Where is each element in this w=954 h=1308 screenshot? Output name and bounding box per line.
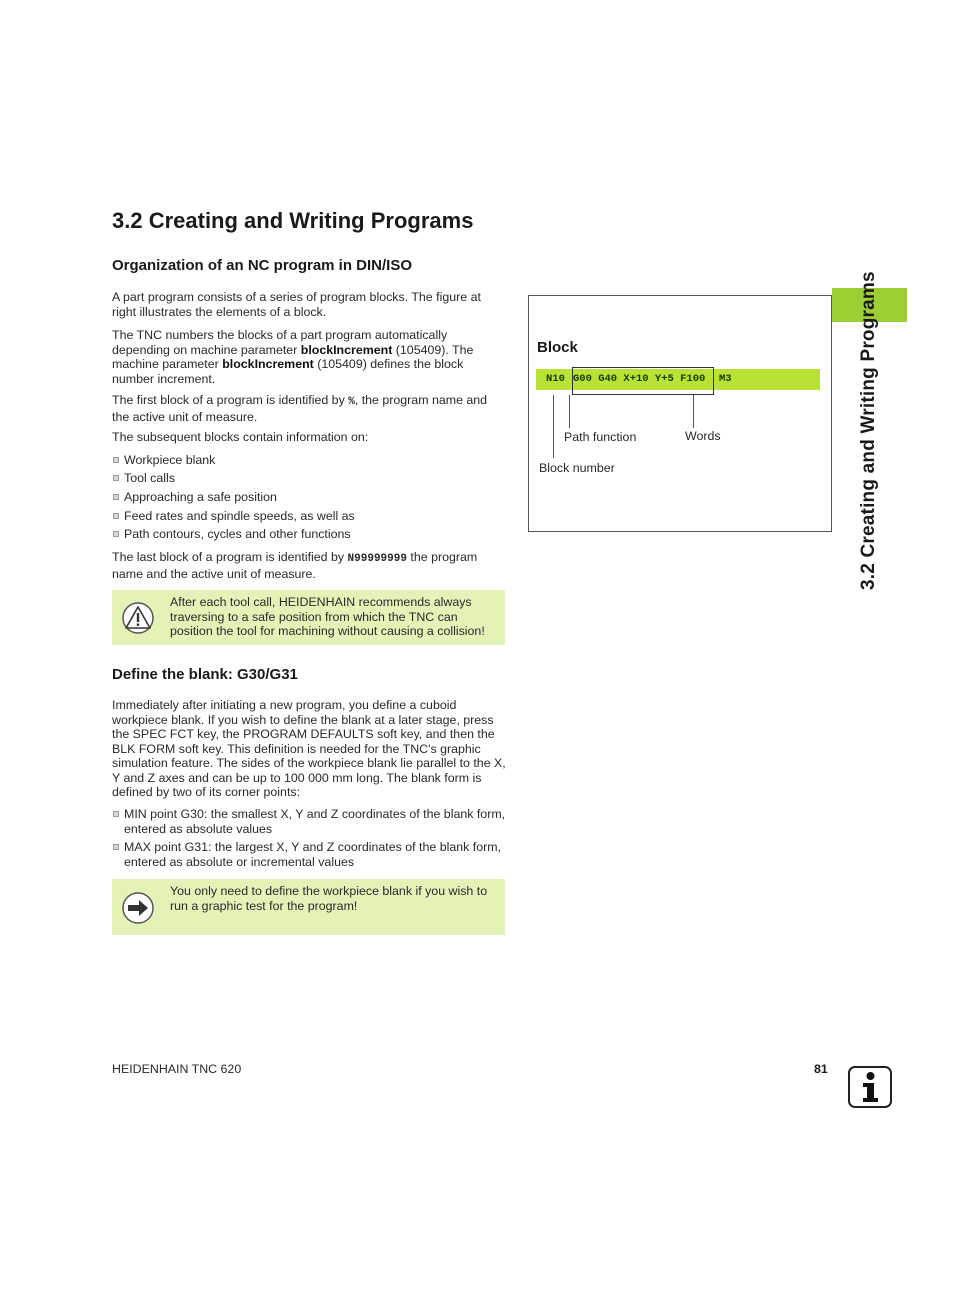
label-path-function: Path function (564, 430, 637, 444)
label-block-number: Block number (539, 461, 615, 475)
warning-note-text: After each tool call, HEIDENHAIN recommends always traversing to a safe position from which the TNC can position the tool for machining without causing a collision! (170, 595, 485, 638)
warning-triangle-icon (122, 602, 154, 634)
paragraph-block-numbering: The TNC numbers the blocks of a part program automatically depending on machine parameter blockIncrement (105409). The machine parameter blockIncrement (105409) defines the block number increment. (112, 328, 474, 386)
hint-note-text: You only need to define the workpiece blank if you wish to run a graphic test for the program! (170, 884, 488, 913)
paragraph-blank-definition: Immediately after initiating a new program, you define a cuboid workpiece blank. If you wish to define the blank at a later stage, press the SPEC FCT key, the PROGRAM DEFAULTS soft key, and then the BLK FORM soft key. This definition is needed for the TNC's graphic simulation feature. The sides of the workpiece blank lie parallel to the X, Y and Z axes and can be up to 100 000 mm long. The blank form is defined by two of its corner points: (112, 698, 506, 799)
list-item: Feed rates and spindle speeds, as well as (112, 509, 518, 524)
page-number: 81 (814, 1062, 828, 1076)
paragraph-last-block: The last block of a program is identified by N99999999 the program name and the active unit of measure. (112, 550, 478, 581)
words-code: G00 G40 X+10 Y+5 F100 (573, 373, 706, 385)
list-item: Path contours, cycles and other functions (112, 527, 518, 542)
chapter-side-title: 3.2 Creating and Writing Programs (858, 271, 879, 590)
list-item: Tool calls (112, 471, 518, 486)
list-item: MAX point G31: the largest X, Y and Z coordinates of the blank form, entered as absolute or incremental values (112, 840, 518, 869)
block-figure (528, 295, 832, 532)
misc-function-code: M3 (719, 373, 732, 385)
figure-title: Block (537, 339, 578, 356)
paragraph-subsequent: The subsequent blocks contain information on: (112, 430, 369, 444)
paragraph-intro: A part program consists of a series of program blocks. The figure at right illustrates the elements of a block. (112, 290, 481, 319)
list-item: Workpiece blank (112, 453, 518, 468)
list-item: MIN point G30: the smallest X, Y and Z coordinates of the blank form, entered as absolute values (112, 807, 518, 836)
figure-leader-lines (529, 296, 831, 531)
section-title-organization: Organization of an NC program in DIN/ISO (112, 257, 413, 274)
info-icon (848, 1066, 892, 1108)
arrow-right-icon (122, 892, 154, 924)
page-title: 3.2 Creating and Writing Programs (112, 208, 474, 233)
warning-note (112, 590, 505, 645)
paragraph-first-block: The first block of a program is identified by %, the program name and the active unit of measure. (112, 393, 488, 424)
section-title-define-blank: Define the blank: G30/G31 (112, 666, 298, 683)
block-number-code: N10 (546, 373, 565, 385)
footer-product: HEIDENHAIN TNC 620 (112, 1062, 242, 1076)
hint-note (112, 879, 505, 935)
label-words: Words (685, 429, 721, 443)
list-item: Approaching a safe position (112, 490, 518, 505)
